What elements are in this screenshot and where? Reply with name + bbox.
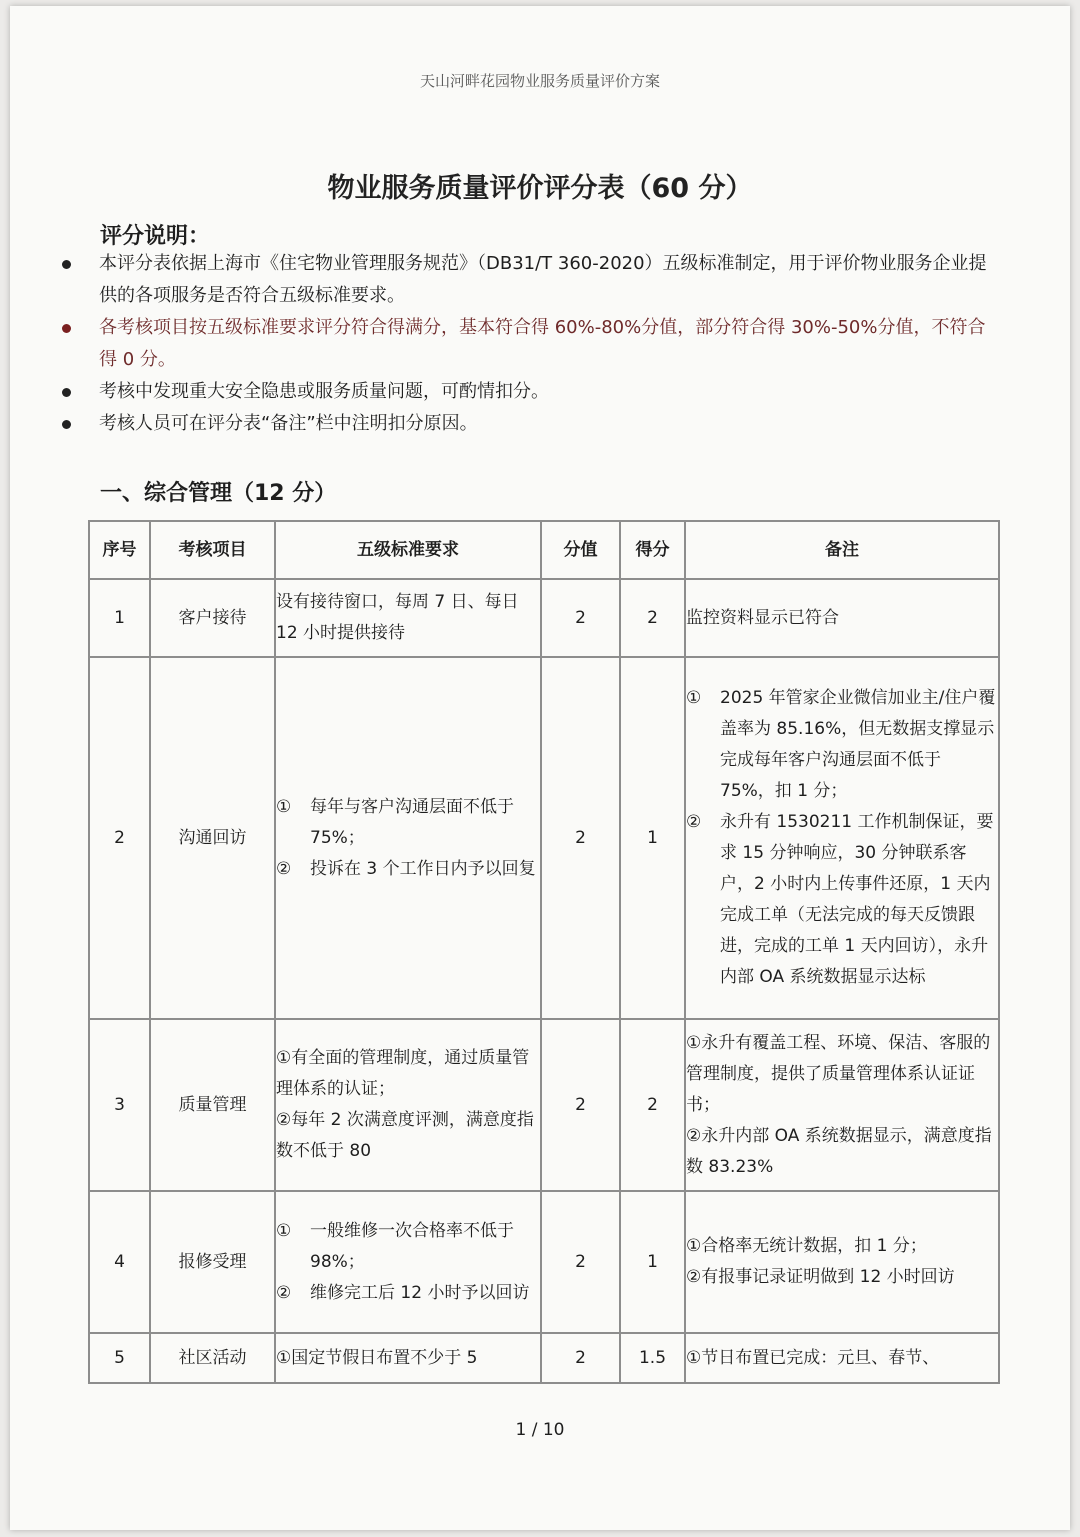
remark-text: ②永升内部 OA 系统数据显示，满意度指数 83.23% <box>686 1125 992 1177</box>
cell-score: 2 <box>620 579 685 657</box>
req-line <box>276 1043 540 1105</box>
remark-line <box>686 1231 998 1262</box>
remark-line <box>686 1028 998 1121</box>
cell-no: 2 <box>89 657 150 1019</box>
req-line <box>276 854 540 885</box>
remark-text: 监控资料显示已符合 <box>686 607 839 628</box>
header-value: 分值 <box>541 521 620 579</box>
req-text: 维修完工后 12 小时予以回访 <box>310 1282 530 1303</box>
remark-line <box>686 683 998 807</box>
note-item <box>62 376 992 408</box>
header-requirement: 五级标准要求 <box>275 521 541 579</box>
number-marker: ① <box>276 1220 292 1241</box>
cell-value: 2 <box>541 1333 620 1383</box>
cell-score: 1 <box>620 1191 685 1333</box>
number-marker: ② <box>276 858 292 879</box>
note-text: 本评分表依据上海市《住宅物业管理服务规范》（DB31/T 360-2020）五级标准制定，用于评价物业服务企业提供的各项服务是否符合五级标准要求。 <box>99 253 987 306</box>
req-line <box>276 792 540 854</box>
req-text: 每年与客户沟通层面不低于 75%； <box>310 796 514 848</box>
cell-score: 2 <box>620 1019 685 1191</box>
cell-item: 客户接待 <box>150 579 275 657</box>
cell-remark <box>685 657 999 1019</box>
note-text: 各考核项目按五级标准要求评分符合得满分，基本符合得 60%-80%分值，部分符合得 30%-50%分值，不符合得 0 分。 <box>99 317 986 370</box>
req-text: ①国定节假日布置不少于 5 <box>276 1347 478 1368</box>
cell-item: 质量管理 <box>150 1019 275 1191</box>
cell-requirement <box>275 579 541 657</box>
table-row <box>89 1019 999 1191</box>
note-item <box>62 408 992 440</box>
section-title: 一、综合管理（12 分） <box>100 481 337 506</box>
cell-remark <box>685 1191 999 1333</box>
remark-line <box>686 1262 998 1293</box>
cell-remark <box>685 1019 999 1191</box>
req-text: ②每年 2 次满意度评测，满意度指数不低于 80 <box>276 1110 534 1161</box>
number-marker: ② <box>276 1282 292 1303</box>
remark-line <box>686 603 998 634</box>
cell-remark <box>685 1333 999 1383</box>
remark-line <box>686 1343 998 1374</box>
cell-requirement <box>275 657 541 1019</box>
cell-item: 沟通回访 <box>150 657 275 1019</box>
req-text: 投诉在 3 个工作日内予以回复 <box>310 858 536 879</box>
remark-line <box>686 1121 998 1183</box>
number-marker: ① <box>686 688 702 708</box>
table-row <box>89 1191 999 1333</box>
header-remark: 备注 <box>685 521 999 579</box>
header-score: 得分 <box>620 521 685 579</box>
req-line <box>276 1216 540 1278</box>
table-row <box>89 657 999 1019</box>
note-text: 考核中发现重大安全隐患或服务质量问题，可酌情扣分。 <box>99 381 549 402</box>
number-marker: ② <box>686 812 702 832</box>
cell-no: 1 <box>89 579 150 657</box>
req-line <box>276 587 540 649</box>
header-item: 考核项目 <box>150 521 275 579</box>
bullet-icon <box>62 260 71 269</box>
score-table <box>88 520 1000 1384</box>
req-line <box>276 1278 540 1309</box>
page-title: 物业服务质量评价评分表（60 分） <box>327 173 753 204</box>
table-header-row <box>89 521 999 579</box>
cell-remark <box>685 579 999 657</box>
cell-item: 社区活动 <box>150 1333 275 1383</box>
cell-value: 2 <box>541 1191 620 1333</box>
remark-text: 永升有 1530211 工作机制保证，要求 15 分钟响应，30 分钟联系客户，2 小时内上传事件还原，1 天内完成工单（无法完成的每天反馈跟进，完成的工单 1 天内回访），永升内部 OA 系统数据显示达标 <box>720 812 994 987</box>
note-item <box>62 312 992 376</box>
cell-item: 报修受理 <box>150 1191 275 1333</box>
bullet-icon <box>62 420 71 429</box>
req-line <box>276 1343 540 1374</box>
cell-score: 1.5 <box>620 1333 685 1383</box>
cell-value: 2 <box>541 1019 620 1191</box>
table-row <box>89 579 999 657</box>
note-text: 考核人员可在评分表“备注”栏中注明扣分原因。 <box>99 413 478 434</box>
table-row <box>89 1333 999 1383</box>
cell-no: 4 <box>89 1191 150 1333</box>
req-text: ①有全面的管理制度，通过质量管理体系的认证； <box>276 1048 530 1099</box>
req-text: 设有接待窗口，每周 7 日、每日 12 小时提供接待 <box>276 592 519 643</box>
bullet-icon <box>62 324 71 333</box>
cell-requirement <box>275 1191 541 1333</box>
req-text: 一般维修一次合格率不低于 98%； <box>310 1220 514 1272</box>
number-marker: ① <box>276 796 292 817</box>
remark-text: ①永升有覆盖工程、环境、保洁、客服的管理制度，提供了质量管理体系认证证书； <box>686 1032 991 1115</box>
cell-no: 5 <box>89 1333 150 1383</box>
notes-list <box>62 248 992 440</box>
remark-text: 2025 年管家企业微信加业主/住户覆盖率为 85.16%，但无数据支撑显示完成每年客户沟通层面不低于 75%，扣 1 分； <box>720 688 996 801</box>
bullet-icon <box>62 388 71 397</box>
page-number: 1 / 10 <box>515 1420 565 1440</box>
remark-text: ①合格率无统计数据，扣 1 分； <box>686 1236 927 1256</box>
remark-text: ①节日布置已完成：元旦、春节、 <box>686 1347 940 1368</box>
cell-value: 2 <box>541 579 620 657</box>
remark-line <box>686 807 998 993</box>
req-line <box>276 1105 540 1167</box>
cell-requirement <box>275 1333 541 1383</box>
remark-text: ②有报事记录证明做到 12 小时回访 <box>686 1267 955 1287</box>
page-header: 天山河畔花园物业服务质量评价方案 <box>419 72 660 90</box>
cell-requirement <box>275 1019 541 1191</box>
cell-no: 3 <box>89 1019 150 1191</box>
cell-value: 2 <box>541 657 620 1019</box>
note-item <box>62 248 992 312</box>
notes-title: 评分说明： <box>100 224 211 249</box>
header-no: 序号 <box>89 521 150 579</box>
cell-score: 1 <box>620 657 685 1019</box>
